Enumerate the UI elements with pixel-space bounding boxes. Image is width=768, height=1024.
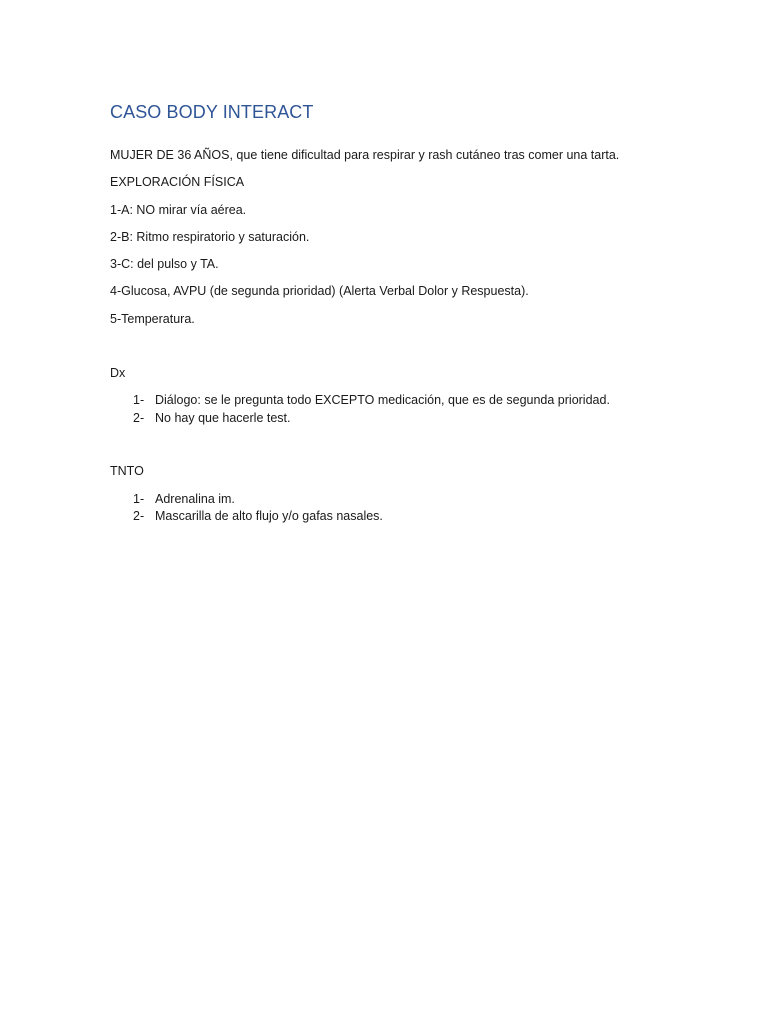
list-item <box>110 508 710 526</box>
patient-description: MUJER DE 36 AÑOS, que tiene dificultad para respirar y rash cutáneo tras comer una tarta. <box>110 148 620 162</box>
exploration-step-a: 1-A: NO mirar vía aérea. <box>110 202 247 217</box>
exploration-step-glucose: 4-Glucosa, AVPU (de segunda prioridad) (Alerta Verbal Dolor y Respuesta). <box>110 284 529 299</box>
tnto-list <box>110 491 710 526</box>
list-item <box>110 410 710 428</box>
list-item <box>110 491 710 509</box>
document-title: CASO BODY INTERACT <box>110 102 314 122</box>
spacer <box>110 427 710 463</box>
spacer <box>110 338 710 365</box>
list-item-text: No hay que hacerle test. <box>155 410 291 425</box>
document-body <box>110 100 710 526</box>
exploration-step-b: 2-B: Ritmo respiratorio y saturación. <box>110 229 310 244</box>
list-item-text: Diálogo: se le pregunta todo EXCEPTO medicación, que es de segunda prioridad. <box>155 393 610 408</box>
list-item-number: 2- <box>133 509 145 524</box>
list-item-number: 1- <box>133 393 145 408</box>
list-item-number: 2- <box>133 410 145 425</box>
dx-heading: Dx <box>110 366 126 381</box>
list-item-number: 1- <box>133 491 145 506</box>
exploration-step-temperature: 5-Temperatura. <box>110 311 195 326</box>
section-heading-exploration: EXPLORACIÓN FÍSICA <box>110 175 245 190</box>
list-item <box>110 392 710 410</box>
exploration-step-c: 3-C: del pulso y TA. <box>110 257 219 272</box>
list-item-text: Adrenalina im. <box>155 491 235 506</box>
tnto-heading: TNTO <box>110 464 144 479</box>
list-item-text: Mascarilla de alto flujo y/o gafas nasales. <box>155 509 383 524</box>
dx-list <box>110 392 710 427</box>
